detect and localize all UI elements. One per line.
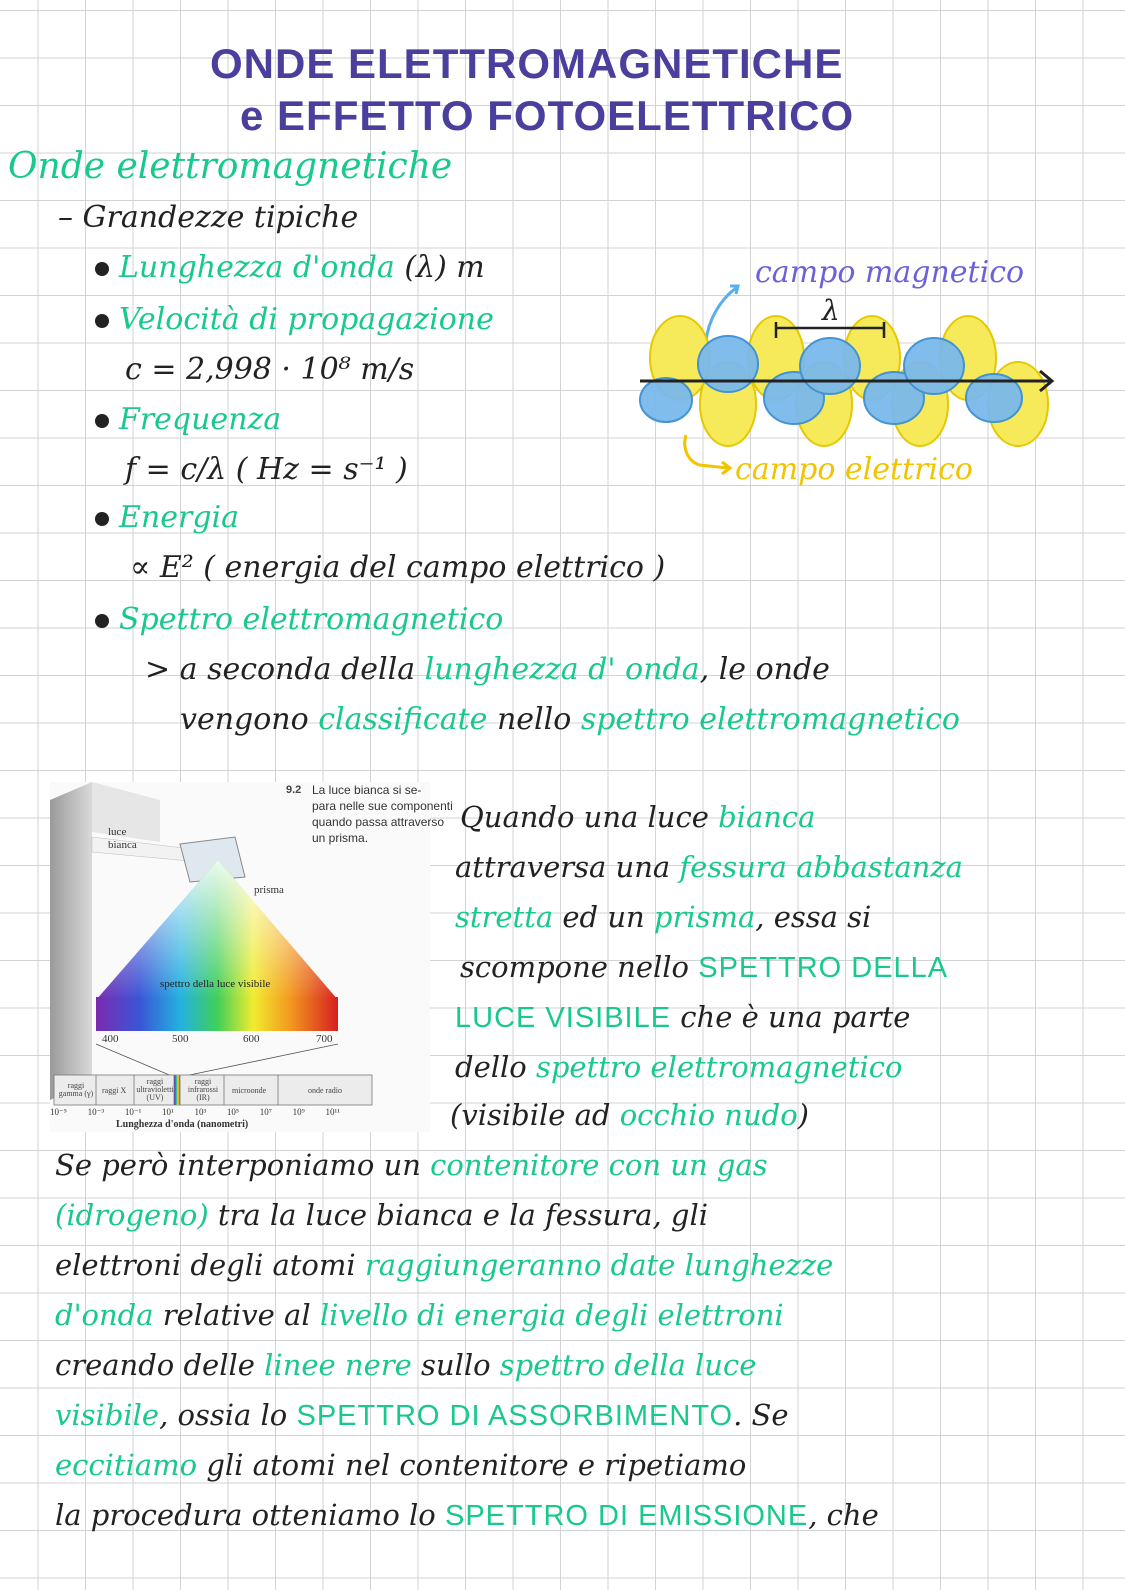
right-text-line7: (visibile ad occhio nudo) [450, 1098, 809, 1132]
frequency-formula: f = c/λ ( Hz = s⁻¹ ) [125, 452, 408, 487]
bottom-text-line6: visibile, ossia lo SPETTRO DI ASSORBIMENTO. Se [55, 1398, 789, 1432]
bottom-text-line7: eccitiamo gli atomi nel contenitore e ripetiamo [55, 1448, 747, 1482]
prism-figure [50, 782, 453, 1132]
right-text-line6: dello spettro elettromagnetico [455, 1050, 903, 1084]
em-wave-diagram [638, 280, 1068, 480]
bullet-icon [95, 512, 109, 526]
band-microwave: microonde [232, 1086, 267, 1095]
bottom-text-line1: Se però interponiamo un contenitore con un gas [55, 1148, 768, 1182]
spectrum-note-line1: > a seconda della lunghezza d' onda, le onde [145, 652, 830, 687]
subheading: – Grandezze tipiche [58, 200, 359, 235]
tick-700: 700 [316, 1033, 333, 1045]
bullet-energy: Energia [95, 500, 239, 535]
band-uv: raggi ultravioletti (UV) [136, 1077, 174, 1102]
bottom-text-line3: elettroni degli atomi raggiungeranno date lunghezze [55, 1248, 834, 1282]
magnetic-field-label: campo magnetico [755, 255, 1025, 290]
axis-label: Lunghezza d'onda (nanometri) [116, 1119, 249, 1130]
wall-panel [50, 782, 92, 1100]
visible-spectrum-bar [96, 997, 338, 1031]
figure-number: 9.2 [286, 784, 302, 796]
band-gamma: raggi gamma (γ) [58, 1081, 94, 1098]
prisma-label: prisma [254, 884, 284, 896]
tick-600: 600 [243, 1033, 260, 1045]
lambda-symbol: λ [822, 294, 840, 327]
band-radio: onde radio [308, 1086, 342, 1095]
energy-formula: ∝ E² ( energia del campo elettrico ) [130, 550, 666, 585]
right-text-line1: Quando una luce bianca [460, 800, 816, 834]
bullet-velocity: Velocità di propagazione [95, 302, 494, 337]
bullet-wavelength: Lunghezza d'onda (λ) m [95, 250, 485, 285]
right-text-line4: scompone nello SPETTRO DELLA [460, 950, 949, 984]
page-title-line1: ONDE ELETTROMAGNETICHE [210, 40, 844, 87]
bullet-icon [95, 414, 109, 428]
magnetic-pointer [706, 288, 736, 342]
electric-field-label: campo elettrico [735, 452, 973, 487]
luce-bianca-label: luce bianca [108, 826, 137, 851]
visible-spectrum-label: spettro della luce visibile [160, 978, 271, 990]
velocity-formula: c = 2,998 · 10⁸ m/s [125, 352, 415, 387]
tick-500: 500 [172, 1033, 189, 1045]
bullet-icon [95, 314, 109, 328]
figure-caption: La luce bianca si se- para nelle sue componenti quando passa attraverso un prisma. [312, 783, 453, 845]
bullet-icon [95, 614, 109, 628]
tick-400: 400 [102, 1033, 119, 1045]
scale-ticks: 10⁻⁵ 10⁻³ 10⁻¹ 10¹ 10³ 10⁵ 10⁷ 10⁹ 10¹¹ [50, 1107, 340, 1117]
bottom-text-line4: d'onda relative al livello di energia degli elettroni [55, 1298, 784, 1332]
page-title-line2: e EFFETTO FOTOELETTRICO [240, 92, 855, 139]
band-ir: raggi infrarossi (IR) [187, 1077, 219, 1102]
right-text-line2: attraversa una fessura abbastanza [455, 850, 963, 884]
spectrum-note-line2: vengono classificate nello spettro elettromagnetico [180, 702, 960, 737]
bottom-text-line8: la procedura otteniamo lo SPETTRO DI EMISSIONE, che [55, 1498, 879, 1532]
band-x: raggi X [102, 1086, 127, 1095]
bullet-spectrum: Spettro elettromagnetico [95, 602, 503, 637]
right-text-line3: stretta ed un prisma, essa si [455, 900, 872, 934]
bullet-frequency: Frequenza [95, 402, 281, 437]
bullet-icon [95, 262, 109, 276]
section-heading: Onde elettromagnetiche [8, 146, 453, 187]
bottom-text-line5: creando delle linee nere sullo spettro della luce [55, 1348, 757, 1382]
bottom-text-line2: (idrogeno) tra la luce bianca e la fessura, gli [55, 1198, 709, 1232]
right-text-line5: LUCE VISIBILE che è una parte [455, 1000, 911, 1034]
